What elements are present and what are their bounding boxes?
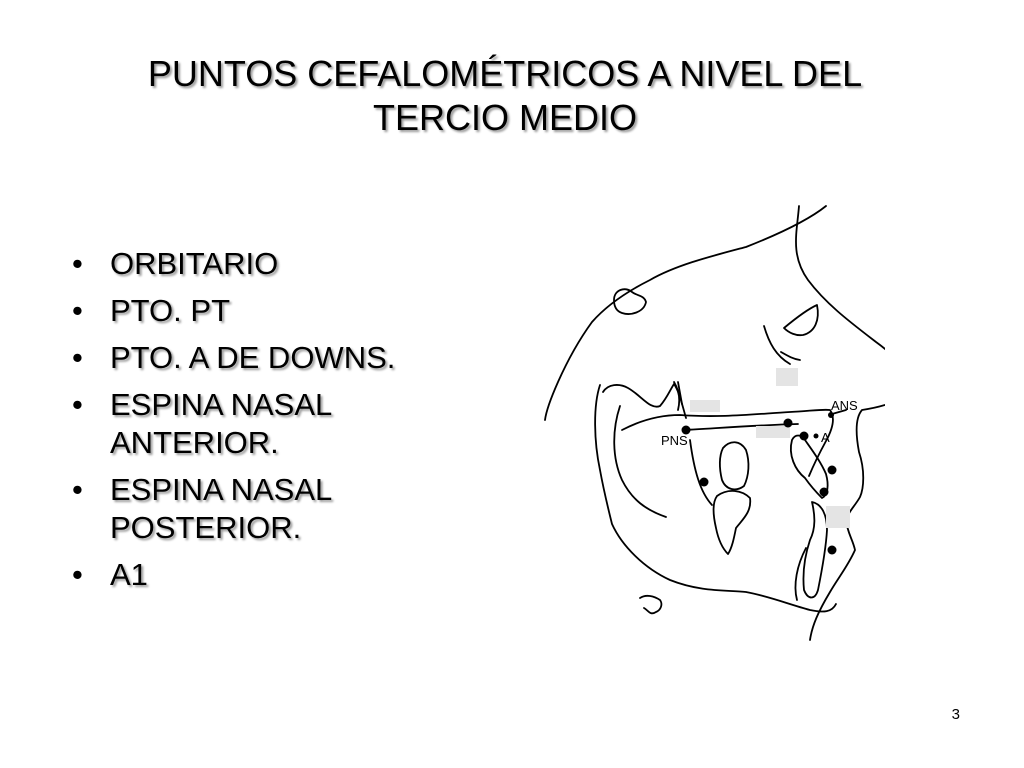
upper-molar-outline xyxy=(720,442,749,489)
landmark-label-ans: ANS xyxy=(831,398,858,413)
cranial-base-outline xyxy=(545,206,826,420)
bullet-dot-icon: • xyxy=(72,557,83,592)
bullet-text: PTO. PT xyxy=(110,293,231,328)
bullet-text: PTO. A DE DOWNS. xyxy=(110,340,396,375)
landmark-dot xyxy=(828,546,837,555)
bullet-item xyxy=(70,386,450,462)
bullet-dot-icon: • xyxy=(72,472,83,507)
bullet-dot-icon: • xyxy=(72,246,83,281)
hyoid-outline xyxy=(640,596,661,614)
cephalometric-tracing xyxy=(525,200,885,670)
eyelid-line xyxy=(764,326,790,364)
bullet-item xyxy=(70,471,450,547)
bullet-text: A1 xyxy=(110,557,148,592)
landmark-label-pns: PNS xyxy=(661,433,688,448)
landmark-dot xyxy=(828,466,837,475)
bullet-dot-icon: • xyxy=(72,340,83,375)
bullet-item xyxy=(70,292,450,330)
reference-block xyxy=(690,400,720,412)
canal-line xyxy=(690,440,712,505)
eye-outline xyxy=(784,305,818,335)
pterygomaxillary-outline xyxy=(603,384,686,418)
reference-block xyxy=(826,506,850,528)
bullet-item xyxy=(70,339,450,377)
soft-tissue-profile xyxy=(796,206,885,640)
bullet-text: ORBITARIO xyxy=(110,246,279,281)
lower-incisor-outline xyxy=(803,502,827,598)
bullet-list xyxy=(70,245,450,603)
bullet-item xyxy=(70,245,450,283)
bullet-text: ESPINA NASAL ANTERIOR. xyxy=(110,387,332,460)
landmark-dot xyxy=(800,432,809,441)
landmark-label-a: A xyxy=(821,430,830,445)
orbit-notch-outline xyxy=(614,289,646,314)
bullet-text: ESPINA NASAL POSTERIOR. xyxy=(110,472,332,545)
landmark-dot xyxy=(820,488,829,497)
page-number: 3 xyxy=(951,706,960,723)
bullet-item xyxy=(70,556,450,594)
bullet-dot-icon: • xyxy=(72,387,83,422)
lower-molar-outline xyxy=(714,491,751,554)
reference-block xyxy=(776,368,798,386)
slide-title: PUNTOS CEFALOMÉTRICOS A NIVEL DEL TERCIO MEDIO xyxy=(147,53,863,138)
landmark-dot xyxy=(814,434,819,439)
landmark-dot xyxy=(700,478,709,487)
bullet-dot-icon: • xyxy=(72,293,83,328)
reference-block xyxy=(756,426,790,438)
landmark-dot xyxy=(784,419,793,428)
maxilla-outline xyxy=(622,410,833,476)
